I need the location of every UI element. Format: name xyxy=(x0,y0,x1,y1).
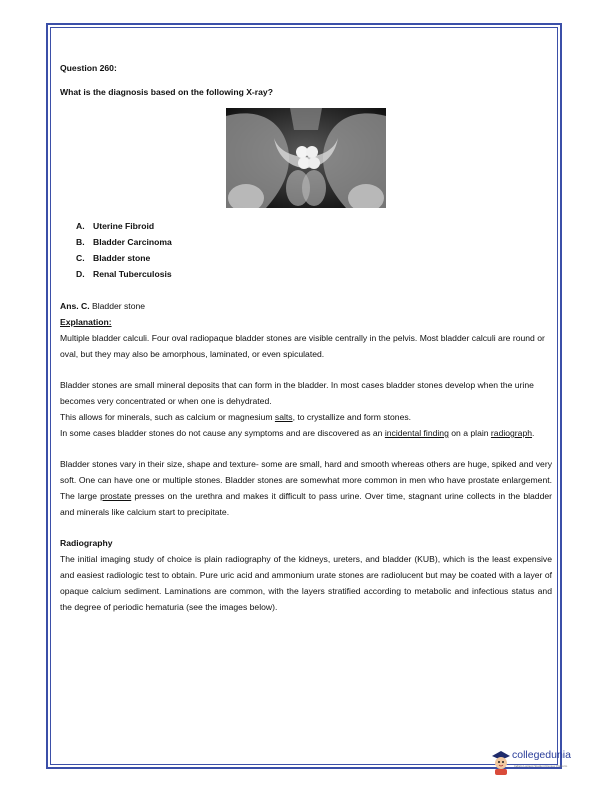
xray-image xyxy=(226,108,386,208)
question-title: Question 260: xyxy=(60,63,117,73)
explanation-paragraph-2-line-1: Bladder stones are small mineral deposits that can form in the bladder. In most cases bladder stones develop when the urine becomes very concentrated or when one is dehydrated. xyxy=(60,380,534,406)
brand-name: collegedunia xyxy=(512,749,571,761)
brand-tagline: India's Largest Student Review Platform xyxy=(514,764,568,768)
option-a: A. Uterine Fibroid xyxy=(76,221,155,231)
explanation-paragraph-2-line-2: This allows for minerals, such as calcium or magnesium salts, to crystallize and form stones. xyxy=(60,412,412,422)
question-text: What is the diagnosis based on the following X-ray? xyxy=(60,87,273,97)
radiography-paragraph: The initial imaging study of choice is plain radiography of the kidneys, ureters, and bladder (KUB), which is the least expensive and easiest radiologic test to obtain. Pure uric acid and ammonium urate stones are radiolucent but may be coated with a layer of opaque calcium sediment. Laminations are common, with the layers stratified according to metabolic and infectious status and the degree of periodic hematuria (see the images below). xyxy=(60,554,552,612)
incidental-finding-link[interactable]: incidental finding xyxy=(384,428,449,438)
radiograph-link[interactable]: radiograph xyxy=(490,428,533,438)
answer-prefix: Ans. C. xyxy=(60,301,90,311)
option-d: D. Renal Tuberculosis xyxy=(76,269,172,279)
answer-line xyxy=(60,298,552,314)
explanation-paragraph-1: Multiple bladder calculi. Four oval radiopaque bladder stones are visible centrally in the pelvis. Most bladder calculi are round or oval, but they may also be amorphous, laminated, or even spiculated. xyxy=(60,333,545,359)
answer-options xyxy=(76,218,552,282)
option-b: B. Bladder Carcinoma xyxy=(76,237,172,247)
mascot-icon xyxy=(490,749,512,775)
collegedunia-logo[interactable] xyxy=(490,747,571,777)
explanation-heading: Explanation: xyxy=(60,317,112,327)
answer-text: Bladder stone xyxy=(92,301,146,311)
radiography-heading: Radiography xyxy=(60,538,113,548)
prostate-link[interactable]: prostate xyxy=(100,491,132,501)
xray-image-container xyxy=(60,108,552,208)
salts-link[interactable]: salts xyxy=(274,412,293,422)
option-c: C. Bladder stone xyxy=(76,253,151,263)
document-content xyxy=(60,60,552,615)
explanation-paragraph-2-line-3: In some cases bladder stones do not cause any symptoms and are discovered as an incidental finding on a plain radiograph. xyxy=(60,428,535,438)
explanation-paragraph-3: Bladder stones vary in their size, shape and texture- some are small, hard and smooth whereas others are huge, spiked and very soft. One can have one or multiple stones. Bladder stones are somewhat more common in men who have prostate enlargement. The large prostate presses on the urethra and makes it difficult to pass urine. Over time, stagnant urine collects in the bladder and minerals like calcium start to precipitate. xyxy=(60,459,553,517)
